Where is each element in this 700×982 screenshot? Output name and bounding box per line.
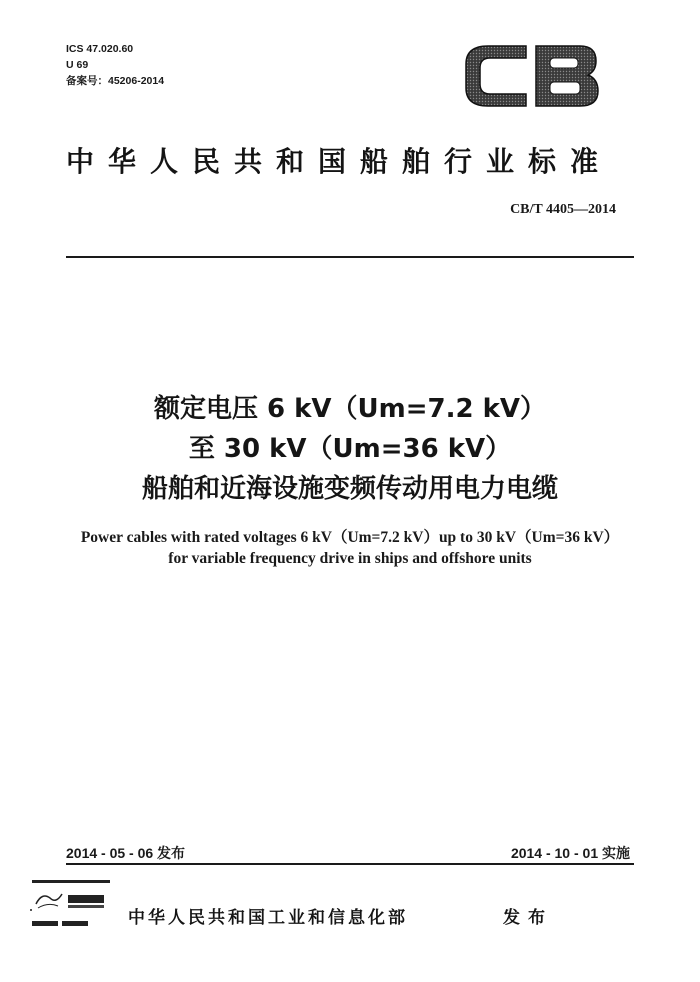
title-en-line1: Power cables with rated voltages 6 kV（Um=7.2 kV）up to 30 kV（Um=36 kV） [80, 529, 620, 546]
title-cn-line1: 额定电压 6 kV（Um=7.2 kV） [153, 394, 547, 424]
title-cn-line2: 至 30 kV（Um=36 kV） [188, 434, 512, 464]
cb-logo [460, 40, 602, 112]
class-code: U 69 [66, 59, 89, 71]
publisher-stamp [28, 878, 114, 930]
bottom-divider [66, 863, 634, 865]
top-divider [66, 256, 634, 258]
effective-date: 2014 - 10 - 01 实施 [510, 845, 630, 861]
issue-date: 2014 - 05 - 06 发布 [66, 845, 186, 861]
title-en-line2: for variable frequency drive in ships and offshore units [168, 550, 532, 567]
issuing-authority: 中华人民共和国工业和信息化部 [128, 908, 408, 928]
standard-code: CB/T 4405—2014 [510, 202, 616, 217]
publish-label: 发布 [503, 908, 553, 928]
standard-category: 中华人民共和国船舶行业标准 [66, 145, 613, 178]
metadata-block [66, 41, 164, 89]
ics-code: ICS 47.020.60 [66, 43, 134, 55]
filing-number: 备案号：45206-2014 [66, 75, 165, 87]
title-cn-line3: 船舶和近海设施变频传动用电力电缆 [141, 474, 558, 504]
